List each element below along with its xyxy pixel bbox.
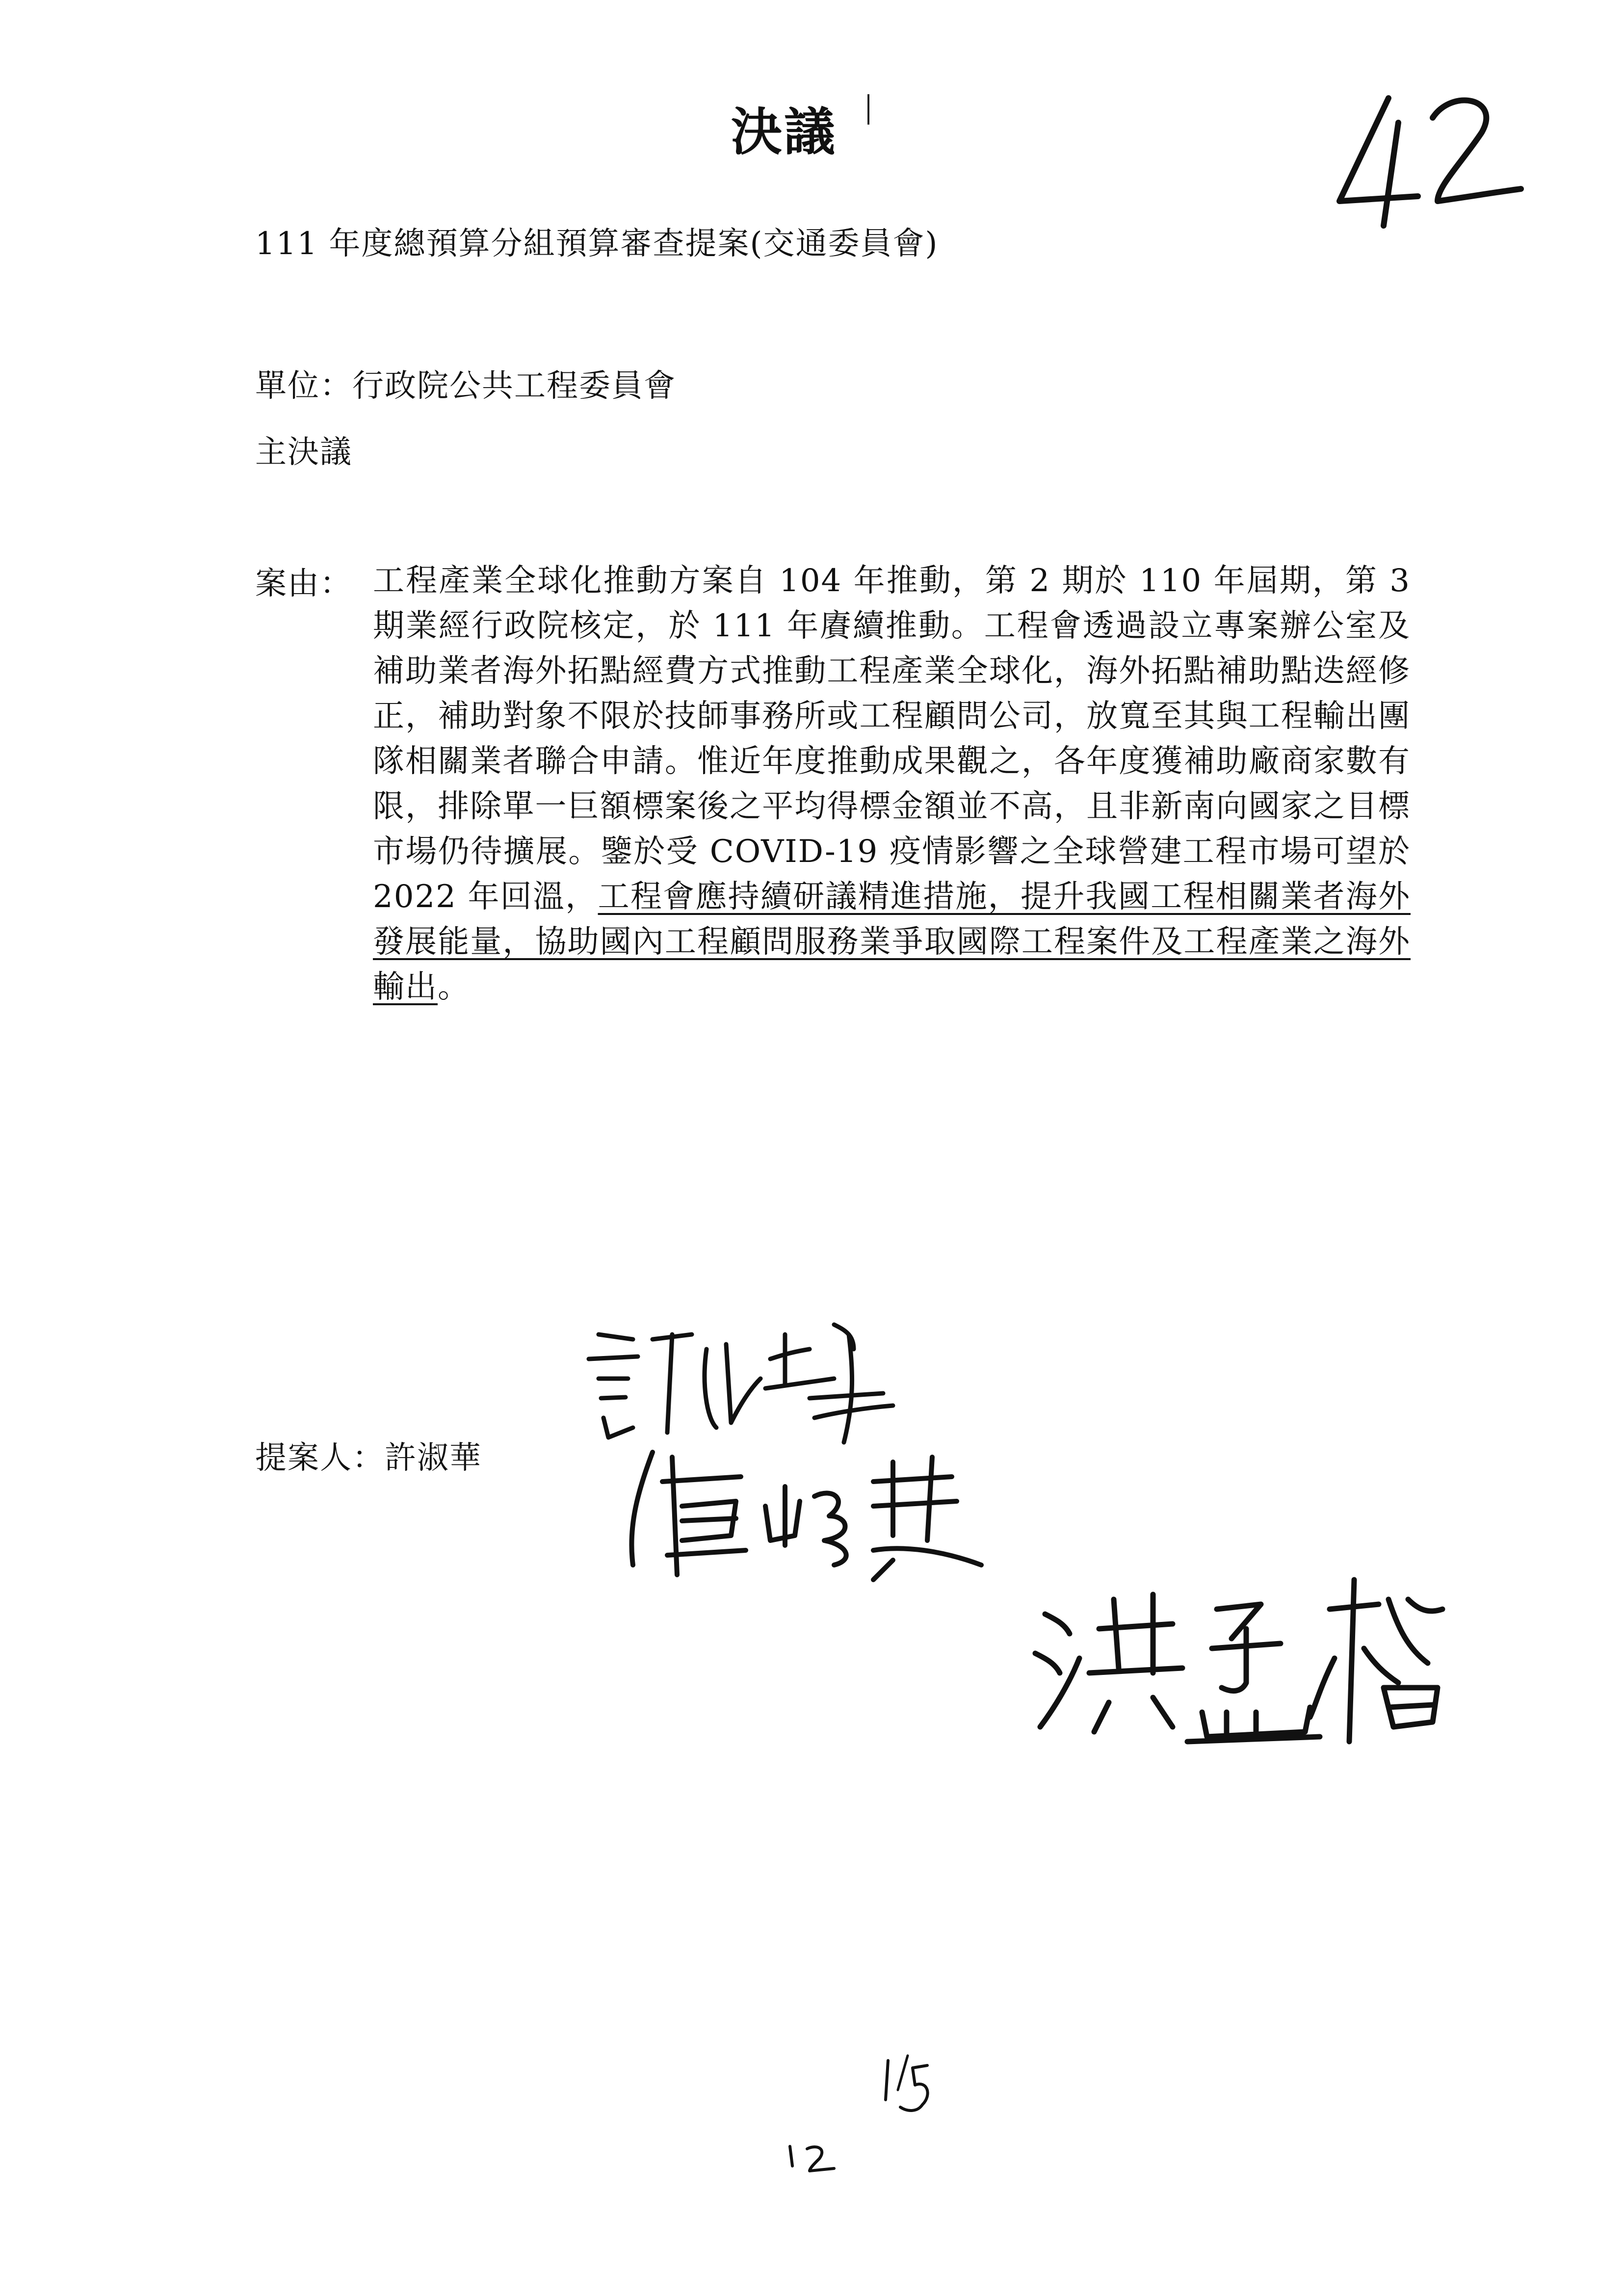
document-subtitle: 111 年度總預算分組預算審查提案(交通委員會) <box>255 226 939 262</box>
proposer-line <box>255 1433 482 1478</box>
unit-line <box>255 361 676 406</box>
unit-value: 行政院公共工程委員會 <box>352 368 676 404</box>
unit-label: 單位： <box>255 368 352 404</box>
document-title: 決議 <box>731 102 838 162</box>
footer-mark-1-5 <box>873 2051 942 2124</box>
proposer-name: 許淑華 <box>385 1440 482 1476</box>
reason-body <box>373 558 1411 1010</box>
signature-2 <box>618 1437 991 1585</box>
proposer-label: 提案人： <box>255 1440 385 1476</box>
reason-text-end: 。 <box>438 969 470 1005</box>
reason-text: 工程產業全球化推動方案自 104 年推動，第 2 期於 110 年屆期，第 3 期業經行政院核定，於 111 年賡續推動。工程會透過設立專案辦公室及補助業者海外拓點經費方式推動工程產業全球化，海外拓點補助點迭經修正，補助對象不限於技師事務所或工程顧問公司，放寬至其與工程輸出團隊相關業者聯合申請。惟近年度推動成果觀之，各年度獲補助廠商家數有限，排除單一巨額標案後之平均得標金額並不高，且非新南向國家之目標市場仍待擴展。鑒於受 COVID-19 疫情影響之全球營建工程市場可望於 2022 年回溫， <box>373 563 1411 915</box>
reason-text-underlined: 工程會應持續研議精進措施，提升我國工程相關業者海外發展能量，協助國內工程顧問服務業爭取國際工程案件及工程產業之海外輸出 <box>373 879 1411 1005</box>
footer-mark-12 <box>780 2139 849 2178</box>
handwritten-page-number <box>1325 78 1531 235</box>
signature-3 <box>1025 1570 1447 1756</box>
reason-label: 案由： <box>255 566 352 602</box>
resolution-type: 主決議 <box>255 434 352 470</box>
title-stray-mark <box>867 94 869 125</box>
signature-1 <box>579 1305 932 1452</box>
